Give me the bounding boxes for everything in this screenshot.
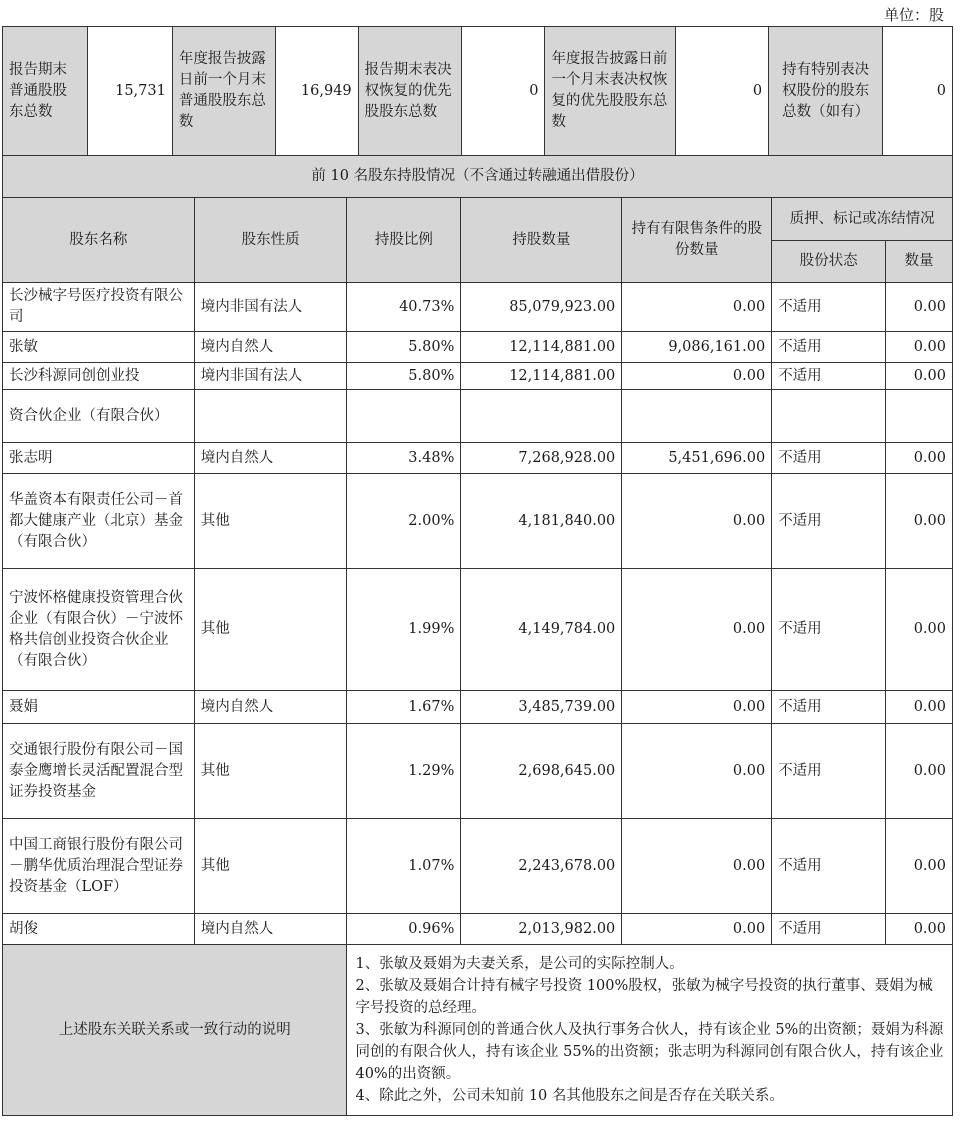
holding-ratio: 3.48% <box>347 443 461 474</box>
share-status: 不适用 <box>772 283 886 332</box>
holding-quantity: 12,114,881.00 <box>461 332 622 363</box>
pledged-amount: 0.00 <box>886 332 953 363</box>
header-restricted: 持有有限售条件的股份数量 <box>622 198 772 283</box>
header-amount: 数量 <box>886 241 953 283</box>
restricted-quantity: 0.00 <box>622 691 772 724</box>
shareholder-nature: 境内非国有法人 <box>194 363 347 390</box>
unit-label: 单位：股 <box>883 6 944 24</box>
relation-note-text <box>347 945 953 1116</box>
relation-note-row <box>3 945 953 1116</box>
summary-value-5: 0 <box>883 27 953 156</box>
restricted-quantity: 0.00 <box>622 569 772 691</box>
shareholder-nature: 其他 <box>194 819 347 914</box>
shareholder-name: 张敏 <box>3 332 195 363</box>
table-row <box>3 363 953 390</box>
relation-note-label: 上述股东关联关系或一致行动的说明 <box>3 945 347 1116</box>
shareholder-nature: 其他 <box>194 724 347 819</box>
header-pledge: 质押、标记或冻结情况 <box>772 198 953 241</box>
relation-note-line: 3、张敏为科源同创的普通合伙人及执行事务合伙人，持有该企业 5%的出资额；聂娟为科源同创的有限合伙人，持有该企业 55%的出资额；张志明为科源同创有限合伙人，持有该企业 40%的出资额。 <box>355 1022 944 1082</box>
table-row <box>3 914 953 945</box>
pledged-amount: 0.00 <box>886 724 953 819</box>
shareholder-name: 华盖资本有限责任公司－首都大健康产业（北京）基金（有限合伙） <box>3 474 195 569</box>
shareholder-name: 宁波怀格健康投资管理合伙企业（有限合伙）－宁波怀格共信创业投资合伙企业（有限合伙） <box>3 569 195 691</box>
summary-label-2: 年度报告披露日前一个月末普通股股东总数 <box>172 27 275 156</box>
summary-label-1: 报告期末普通股股东总数 <box>3 27 88 156</box>
holding-quantity <box>461 390 622 443</box>
shareholder-nature: 其他 <box>194 569 347 691</box>
table-row <box>3 283 953 332</box>
summary-table <box>2 26 953 156</box>
shareholder-name: 长沙械字号医疗投资有限公司 <box>3 283 195 332</box>
pledged-amount: 0.00 <box>886 474 953 569</box>
share-status: 不适用 <box>772 819 886 914</box>
table-row <box>3 474 953 569</box>
shareholder-name: 聂娟 <box>3 691 195 724</box>
section-title: 前 10 名股东持股情况（不含通过转融通出借股份） <box>3 156 953 198</box>
shareholder-nature: 境内自然人 <box>194 332 347 363</box>
relation-note-line: 1、张敏及聂娟为夫妻关系，是公司的实际控制人。 <box>355 956 684 972</box>
share-status: 不适用 <box>772 724 886 819</box>
restricted-quantity: 0.00 <box>622 474 772 569</box>
shareholder-nature: 境内自然人 <box>194 443 347 474</box>
share-status: 不适用 <box>772 332 886 363</box>
holding-ratio: 5.80% <box>347 363 461 390</box>
summary-value-3: 0 <box>461 27 545 156</box>
table-row <box>3 691 953 724</box>
restricted-quantity: 0.00 <box>622 914 772 945</box>
share-status: 不适用 <box>772 443 886 474</box>
shareholder-table <box>2 155 953 1116</box>
shareholder-name: 长沙科源同创创业投 <box>3 363 195 390</box>
holding-ratio: 5.80% <box>347 332 461 363</box>
pledged-amount <box>886 390 953 443</box>
holding-quantity: 4,181,840.00 <box>461 474 622 569</box>
table-row <box>3 724 953 819</box>
holding-quantity: 2,013,982.00 <box>461 914 622 945</box>
pledged-amount: 0.00 <box>886 691 953 724</box>
shareholder-name: 资合伙企业（有限合伙） <box>3 390 195 443</box>
share-status <box>772 390 886 443</box>
shareholder-nature <box>194 390 347 443</box>
summary-label-5: 持有特别表决权股份的股东总数（如有） <box>769 27 883 156</box>
relation-note-line: 4、除此之外，公司未知前 10 名其他股东之间是否存在关联关系。 <box>355 1088 784 1104</box>
restricted-quantity: 0.00 <box>622 283 772 332</box>
summary-value-2: 16,949 <box>275 27 358 156</box>
holding-quantity: 12,114,881.00 <box>461 363 622 390</box>
holding-ratio: 1.07% <box>347 819 461 914</box>
shareholder-nature: 境内非国有法人 <box>194 283 347 332</box>
shareholder-nature: 境内自然人 <box>194 914 347 945</box>
table-row <box>3 819 953 914</box>
holding-ratio: 40.73% <box>347 283 461 332</box>
holding-quantity: 3,485,739.00 <box>461 691 622 724</box>
table-row <box>3 390 953 443</box>
holding-ratio: 1.29% <box>347 724 461 819</box>
share-status: 不适用 <box>772 914 886 945</box>
holding-ratio: 1.67% <box>347 691 461 724</box>
table-row <box>3 443 953 474</box>
summary-value-1: 15,731 <box>87 27 172 156</box>
pledged-amount: 0.00 <box>886 363 953 390</box>
pledged-amount: 0.00 <box>886 914 953 945</box>
shareholder-name: 交通银行股份有限公司－国泰金鹰增长灵活配置混合型证券投资基金 <box>3 724 195 819</box>
table-row <box>3 569 953 691</box>
holding-quantity: 4,149,784.00 <box>461 569 622 691</box>
relation-note-line: 2、张敏及聂娟合计持有械字号投资 100%股权，张敏为械字号投资的执行董事、聂娟为械字号投资的总经理。 <box>355 978 933 1016</box>
pledged-amount: 0.00 <box>886 443 953 474</box>
share-status: 不适用 <box>772 691 886 724</box>
holding-quantity: 2,698,645.00 <box>461 724 622 819</box>
shareholder-name: 中国工商银行股份有限公司－鹏华优质治理混合型证券投资基金（LOF） <box>3 819 195 914</box>
table-row <box>3 332 953 363</box>
holding-quantity: 2,243,678.00 <box>461 819 622 914</box>
holding-ratio: 1.99% <box>347 569 461 691</box>
pledged-amount: 0.00 <box>886 569 953 691</box>
restricted-quantity: 9,086,161.00 <box>622 332 772 363</box>
restricted-quantity: 5,451,696.00 <box>622 443 772 474</box>
header-name: 股东名称 <box>3 198 195 283</box>
pledged-amount: 0.00 <box>886 283 953 332</box>
share-status: 不适用 <box>772 363 886 390</box>
share-status: 不适用 <box>772 569 886 691</box>
pledged-amount: 0.00 <box>886 819 953 914</box>
summary-label-3: 报告期末表决权恢复的优先股股东总数 <box>358 27 461 156</box>
holding-quantity: 85,079,923.00 <box>461 283 622 332</box>
summary-label-4: 年度报告披露日前一个月末表决权恢复的优先股股东总数 <box>545 27 676 156</box>
shareholder-name: 张志明 <box>3 443 195 474</box>
holding-ratio: 2.00% <box>347 474 461 569</box>
holding-ratio: 0.96% <box>347 914 461 945</box>
shareholder-name: 胡俊 <box>3 914 195 945</box>
holding-quantity: 7,268,928.00 <box>461 443 622 474</box>
restricted-quantity: 0.00 <box>622 363 772 390</box>
holding-ratio <box>347 390 461 443</box>
restricted-quantity <box>622 390 772 443</box>
summary-value-4: 0 <box>676 27 769 156</box>
header-nature: 股东性质 <box>194 198 347 283</box>
header-quantity: 持股数量 <box>461 198 622 283</box>
restricted-quantity: 0.00 <box>622 724 772 819</box>
shareholder-nature: 其他 <box>194 474 347 569</box>
header-ratio: 持股比例 <box>347 198 461 283</box>
shareholder-nature: 境内自然人 <box>194 691 347 724</box>
share-status: 不适用 <box>772 474 886 569</box>
restricted-quantity: 0.00 <box>622 819 772 914</box>
header-status: 股份状态 <box>772 241 886 283</box>
